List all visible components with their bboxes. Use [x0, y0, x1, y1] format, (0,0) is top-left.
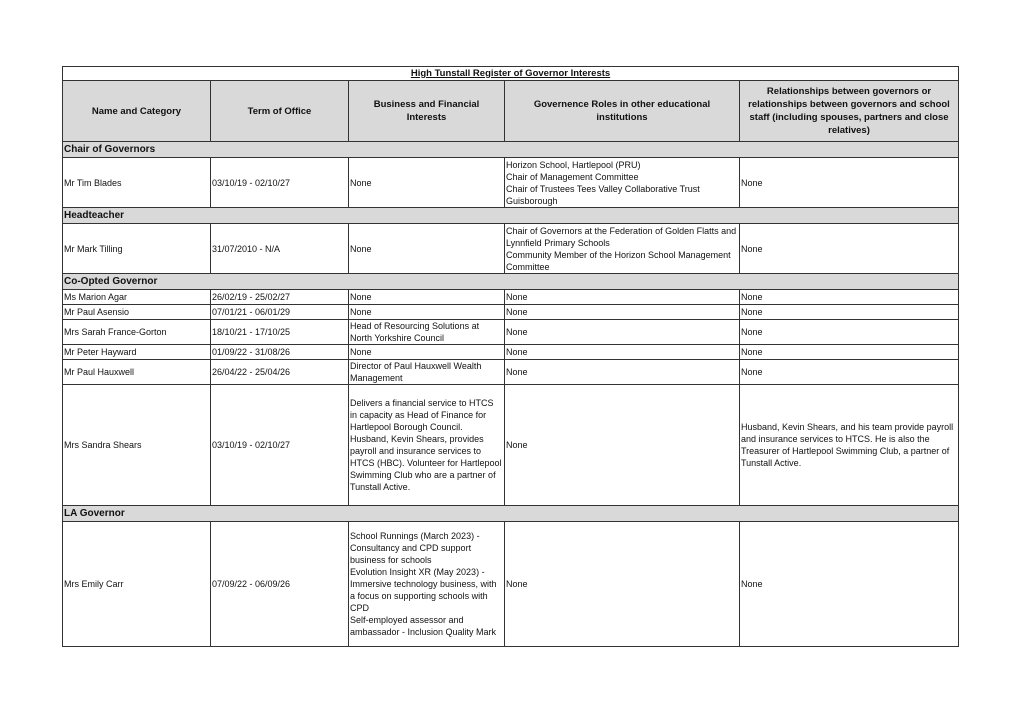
- cell-term: 07/09/22 - 06/09/26: [211, 522, 349, 647]
- cell-term: 26/02/19 - 25/02/27: [211, 290, 349, 305]
- table-row: [63, 224, 959, 274]
- section-row: [63, 274, 959, 290]
- table-row: [63, 385, 959, 506]
- table-row: [63, 320, 959, 345]
- section-title: Headteacher: [63, 208, 959, 224]
- title-row: [63, 67, 959, 81]
- cell-relationships: None: [740, 158, 959, 208]
- cell-governance: None: [505, 345, 740, 360]
- cell-name: Mr Peter Hayward: [63, 345, 211, 360]
- cell-relationships: None: [740, 522, 959, 647]
- cell-term: 18/10/21 - 17/10/25: [211, 320, 349, 345]
- cell-name: Mrs Sarah France-Gorton: [63, 320, 211, 345]
- cell-business: None: [349, 290, 505, 305]
- cell-name: Mr Tim Blades: [63, 158, 211, 208]
- cell-governance: None: [505, 305, 740, 320]
- cell-business: None: [349, 158, 505, 208]
- table-row: [63, 290, 959, 305]
- table-row: [63, 345, 959, 360]
- cell-name: Ms Marion Agar: [63, 290, 211, 305]
- cell-name: Mr Paul Asensio: [63, 305, 211, 320]
- table-row: [63, 305, 959, 320]
- table-row: [63, 360, 959, 385]
- cell-term: 03/10/19 - 02/10/27: [211, 385, 349, 506]
- header-name: Name and Category: [63, 81, 211, 142]
- cell-business: Head of Resourcing Solutions at North Yorkshire Council: [349, 320, 505, 345]
- table-row: [63, 158, 959, 208]
- cell-relationships: None: [740, 345, 959, 360]
- cell-business: School Runnings (March 2023) - Consultancy and CPD support business for schools Evolution Insight XR (May 2023) - Immersive technology business, with a focus on supporting schools with CPD Self-employed assessor and ambassador - Inclusion Quality Mark: [349, 522, 505, 647]
- cell-term: 03/10/19 - 02/10/27: [211, 158, 349, 208]
- cell-business: None: [349, 305, 505, 320]
- cell-governance: None: [505, 360, 740, 385]
- header-relationships: Relationships between governors or relationships between governors and school staff (including spouses, partners and close relatives): [740, 81, 959, 142]
- cell-business: None: [349, 345, 505, 360]
- section-title: Chair of Governors: [63, 142, 959, 158]
- cell-business: None: [349, 224, 505, 274]
- table-row: [63, 522, 959, 647]
- governor-interests-table: [62, 66, 959, 647]
- cell-relationships: None: [740, 305, 959, 320]
- cell-governance: Horizon School, Hartlepool (PRU) Chair of Management Committee Chair of Trustees Tees Valley Collaborative Trust Guisborough: [505, 158, 740, 208]
- section-title: Co-Opted Governor: [63, 274, 959, 290]
- header-row: [63, 81, 959, 142]
- cell-term: 07/01/21 - 06/01/29: [211, 305, 349, 320]
- cell-business: Delivers a financial service to HTCS in capacity as Head of Finance for Hartlepool Borough Council. Husband, Kevin Shears, provides payroll and insurance services to HTCS (HBC). Volunteer for Hartlepool Swimming Club who are a partner of Tunstall Active.: [349, 385, 505, 506]
- section-row: [63, 208, 959, 224]
- header-governance: Governence Roles in other educational institutions: [505, 81, 740, 142]
- cell-relationships: None: [740, 360, 959, 385]
- header-term: Term of Office: [211, 81, 349, 142]
- cell-governance: None: [505, 320, 740, 345]
- cell-term: 01/09/22 - 31/08/26: [211, 345, 349, 360]
- section-row: [63, 142, 959, 158]
- cell-relationships: None: [740, 290, 959, 305]
- cell-business: Director of Paul Hauxwell Wealth Management: [349, 360, 505, 385]
- cell-term: 31/07/2010 - N/A: [211, 224, 349, 274]
- cell-governance: None: [505, 385, 740, 506]
- cell-name: Mrs Sandra Shears: [63, 385, 211, 506]
- cell-term: 26/04/22 - 25/04/26: [211, 360, 349, 385]
- cell-governance: None: [505, 290, 740, 305]
- cell-name: Mr Mark Tilling: [63, 224, 211, 274]
- cell-governance: None: [505, 522, 740, 647]
- header-business: Business and Financial Interests: [349, 81, 505, 142]
- cell-relationships: Husband, Kevin Shears, and his team provide payroll and insurance services to HTCS. He is also the Treasurer of Hartlepool Swimming Club, a partner of Tunstall Active.: [740, 385, 959, 506]
- cell-governance: Chair of Governors at the Federation of Golden Flatts and Lynnfield Primary Schools Community Member of the Horizon School Management Committee: [505, 224, 740, 274]
- section-title: LA Governor: [63, 506, 959, 522]
- cell-name: Mrs Emily Carr: [63, 522, 211, 647]
- section-row: [63, 506, 959, 522]
- cell-relationships: None: [740, 224, 959, 274]
- cell-name: Mr Paul Hauxwell: [63, 360, 211, 385]
- table-title: High Tunstall Register of Governor Interests: [63, 67, 959, 81]
- cell-relationships: None: [740, 320, 959, 345]
